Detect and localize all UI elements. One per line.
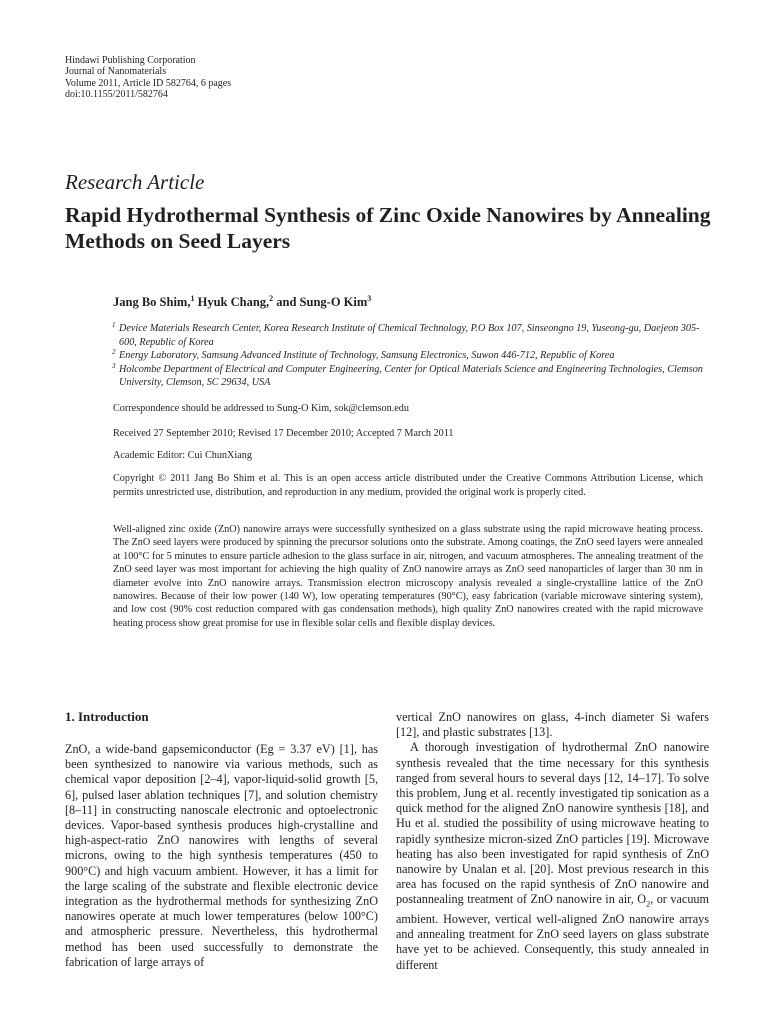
author-name: Jang Bo Shim,	[113, 295, 191, 310]
volume-info: Volume 2011, Article ID 582764, 6 pages	[65, 77, 232, 89]
affiliation-item	[113, 363, 713, 390]
correspondence: Correspondence should be addressed to Sung-O Kim, sok@clemson.edu	[113, 403, 409, 414]
affiliation-item	[113, 322, 713, 349]
body-column-left	[65, 742, 378, 970]
author-name: Hyuk Chang,	[194, 295, 270, 310]
affiliations	[113, 322, 713, 390]
abstract: Well-aligned zinc oxide (ZnO) nanowire arrays were successfully synthesized on a glass substrate using the rapid microwave heating process. The ZnO seed layers were produced by spinning the precursor solutions onto the substrate. Among coatings, the ZnO seed layers were annealed at 100°C for 5 minutes to ensure particle adhesion to the glass surface in air, nitrogen, and vacuum atmospheres. The annealing treatment of the ZnO seed layer was most important for achieving the high quality of ZnO nanowire arrays as ZnO seed nanoparticles of larger than 30 nm in diameter evolve into ZnO nanowire arrays. Transmission electron microscopy analysis revealed a single-crystalline lattice of the ZnO nanowires. Because of their low power (140 W), low operating temperatures (90°C), easy fabrication (variable microwave sintering system), and low cost (90% cost reduction compared with gas condensation methods), high quality ZnO nanowires created with the rapid microwave heating process show great promise for use in flexible solar cells and flexible display devices.	[113, 524, 703, 629]
affiliation-text: Device Materials Research Center, Korea Research Institute of Chemical Technology, P.O Box 107, Sinseongno 19, Yuseong-gu, Daejeon 305-600, Republic of Korea	[119, 323, 700, 348]
section-heading: 1. Introduction	[65, 709, 149, 724]
academic-editor: Academic Editor: Cui ChunXiang	[113, 450, 252, 461]
paper-title: Rapid Hydrothermal Synthesis of Zinc Oxide Nanowires by Annealing Methods on Seed Layers	[65, 203, 711, 253]
body-column-right	[396, 710, 709, 973]
body-paragraph: vertical ZnO nanowires on glass, 4-inch diameter Si wafers [12], and plastic substrates [13].	[396, 710, 709, 740]
affiliation-item	[113, 349, 713, 363]
affiliation-number: 1	[112, 321, 116, 329]
affiliation-text: Energy Laboratory, Samsung Advanced Institute of Technology, Samsung Electronics, Suwon 446-712, Republic of Korea	[119, 350, 615, 362]
author-affiliation-mark: 3	[367, 294, 372, 303]
article-type: Research Article	[65, 170, 205, 194]
author-affiliation-mark: 2	[269, 294, 274, 303]
subscript: 2	[646, 899, 651, 909]
body-paragraph: ZnO, a wide-band gapsemiconductor (Eg = 3.37 eV) [1], has been synthesized to nanowire via various methods, such as chemical vapor deposition [2–4], vapor-liquid-solid growth [5, 6], pulsed laser ablation techniques [7], and solution chemistry [8–11] in constructing nanoscale electronic and optoelectronic devices. Vapor-based synthesis produces high-crystalline and high-aspect-ratio ZnO nanowires with lengths of several microns, owing to the high synthesis temperatures (450 to 900°C) and high vacuum ambient. However, it has a limit for the large scaling of the substrate and flexible electronic device integration as the hydrothermal methods for synthesizing ZnO nanowires operate at much lower temperatures (below 100°C) and atmospheric pressure. Nevertheless, this hydrothermal method has been used successfully to demonstrate the fabrication of large arrays of	[65, 742, 378, 969]
publisher-line: Hindawi Publishing Corporation	[65, 55, 196, 66]
doi: doi:10.1155/2011/582764	[65, 88, 168, 100]
copyright-notice: Copyright © 2011 Jang Bo Shim et al. This is an open access article distributed under the Creative Commons Attribution License, which permits unrestricted use, distribution, and reproduction in any medium, provided the original work is properly cited.	[113, 473, 703, 498]
submission-dates: Received 27 September 2010; Revised 17 December 2010; Accepted 7 March 2011	[113, 428, 454, 439]
body-paragraph	[396, 740, 709, 972]
author-name: and Sung-O Kim	[273, 295, 368, 310]
journal-name: Journal of Nanomaterials	[65, 66, 167, 78]
affiliation-number: 2	[112, 348, 116, 357]
author-affiliation-mark: 1	[190, 294, 195, 303]
paragraph-text: , or vacuum ambient. However, vertical well-aligned ZnO nanowire arrays and annealing treatment for ZnO seed layers on glass substrate have yet to be achieved. Consequently, this study annealed in different	[396, 892, 709, 972]
affiliation-number: 3	[112, 361, 116, 370]
journal-header	[65, 55, 231, 100]
paragraph-text: A thorough investigation of hydrothermal ZnO nanowire synthesis revealed that the time necessary for this synthesis ranged from several hours to several days [12, 14–17]. To solve this problem, Jung et al. recently investigated tip sonication as a quick method for the aligned ZnO nanowire synthesis [18], and Hu et al. studied the possibility of using microwave heating to rapidly synthesize micron-sized ZnO particles [19]. Microwave heating has also been investigated for rapid synthesis of ZnO nanowire by Unalan et al. [20]. Most previous research in this area has focused on the rapid synthesis of ZnO nanowire and postannealing treatment of ZnO nanowire in air, O	[396, 740, 709, 907]
author-list	[113, 294, 371, 310]
affiliation-text: Holcombe Department of Electrical and Computer Engineering, Center for Optical Materials Science and Engineering Technologies, Clemson University, Clemson, SC 29634, USA	[119, 363, 703, 389]
